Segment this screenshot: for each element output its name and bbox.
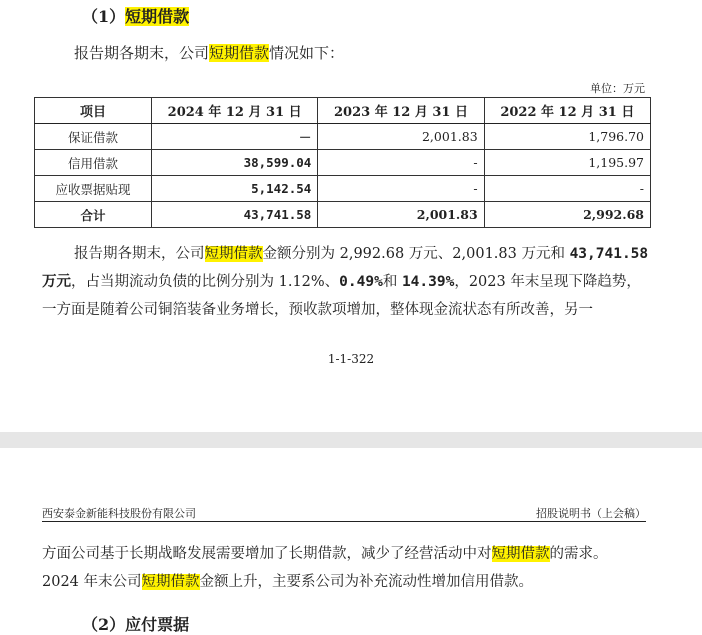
table-header-item: 项目 <box>35 98 152 124</box>
table-row <box>35 150 651 176</box>
document-page-2 <box>0 448 702 634</box>
table-row <box>35 124 651 150</box>
row-label: 信用借款 <box>35 150 152 176</box>
text-run: ，占当期流动负债的比例分别为 1.12%、 <box>71 274 340 290</box>
total-2022: 2,992.68 <box>484 202 650 228</box>
highlight-run: 短期借款 <box>491 546 550 562</box>
cell-2022: 1,195.97 <box>484 150 650 176</box>
total-2023: 2,001.83 <box>318 202 484 228</box>
text-run: 和 <box>382 274 402 290</box>
cell-2024: 38,599.04 <box>152 150 318 176</box>
cell-2023: - <box>318 150 484 176</box>
highlight-run: 短期借款 <box>141 574 200 590</box>
section-title-highlight: 短期借款 <box>125 7 190 26</box>
cell-2023: 2,001.83 <box>318 124 484 150</box>
section-number: （1） <box>82 7 126 26</box>
table-header-2023: 2023 年 12 月 31 日 <box>318 98 484 124</box>
paragraph-line <box>42 540 672 568</box>
table-header-2024: 2024 年 12 月 31 日 <box>152 98 318 124</box>
text-run: 方面公司基于长期战略发展需要增加了长期借款，减少了经营活动中对 <box>42 546 492 562</box>
cell-2024: 5,142.54 <box>152 176 318 202</box>
unit-label: 单位：万元 <box>590 82 645 95</box>
text-run: 报告期各期末，公司 <box>74 246 205 262</box>
total-label: 合计 <box>35 202 152 228</box>
paragraph-line: 一方面是随着公司铜箔装备业务增长，预收款项增加，整体现金流状态有所改善，另一 <box>42 302 593 318</box>
running-header-company: 西安泰金新能科技股份有限公司 <box>42 507 196 520</box>
table-row <box>35 176 651 202</box>
table-header-2022: 2022 年 12 月 31 日 <box>484 98 650 124</box>
page-number: 1-1-322 <box>327 352 375 366</box>
continuation-paragraph <box>42 540 672 596</box>
cell-2022: - <box>484 176 650 202</box>
row-label: 应收票据贴现 <box>35 176 152 202</box>
intro-text-after: 情况如下： <box>269 44 345 62</box>
highlight-run: 短期借款 <box>204 246 263 262</box>
section-title <box>82 4 189 27</box>
header-rule <box>42 521 646 522</box>
text-run: ，2023 年末呈现下降趋势， <box>454 274 641 290</box>
bold-run: 万元 <box>42 273 71 290</box>
page-separator <box>0 432 702 448</box>
cell-2023: - <box>318 176 484 202</box>
total-2024: 43,741.58 <box>152 202 318 228</box>
text-run: 的需求。 <box>549 546 608 562</box>
table-header-row <box>35 98 651 124</box>
short-term-loan-table <box>34 97 651 228</box>
cell-2024: － <box>152 124 318 150</box>
paragraph-line <box>42 240 654 268</box>
running-header-doc-title: 招股说明书（上会稿） <box>536 507 646 520</box>
cell-2022: 1,796.70 <box>484 124 650 150</box>
next-section-title: （2）应付票据 <box>82 615 190 634</box>
bold-run: 43,741.58 <box>569 246 649 262</box>
text-run: 金额分别为 2,992.68 万元、2,001.83 万元和 <box>262 246 570 262</box>
text-run: 金额上升，主要系公司为补充流动性增加信用借款。 <box>199 574 534 590</box>
paragraph-line <box>42 268 654 296</box>
row-label: 保证借款 <box>35 124 152 150</box>
intro-text-before: 报告期各期末，公司 <box>74 44 210 62</box>
intro-highlight: 短期借款 <box>209 44 270 62</box>
analysis-paragraph <box>42 240 654 324</box>
intro-sentence <box>74 42 344 63</box>
text-run: 2024 年末公司 <box>42 574 142 590</box>
bold-run: 0.49% <box>339 274 383 290</box>
bold-run: 14.39% <box>401 274 455 290</box>
paragraph-line <box>42 568 672 596</box>
table-total-row <box>35 202 651 228</box>
